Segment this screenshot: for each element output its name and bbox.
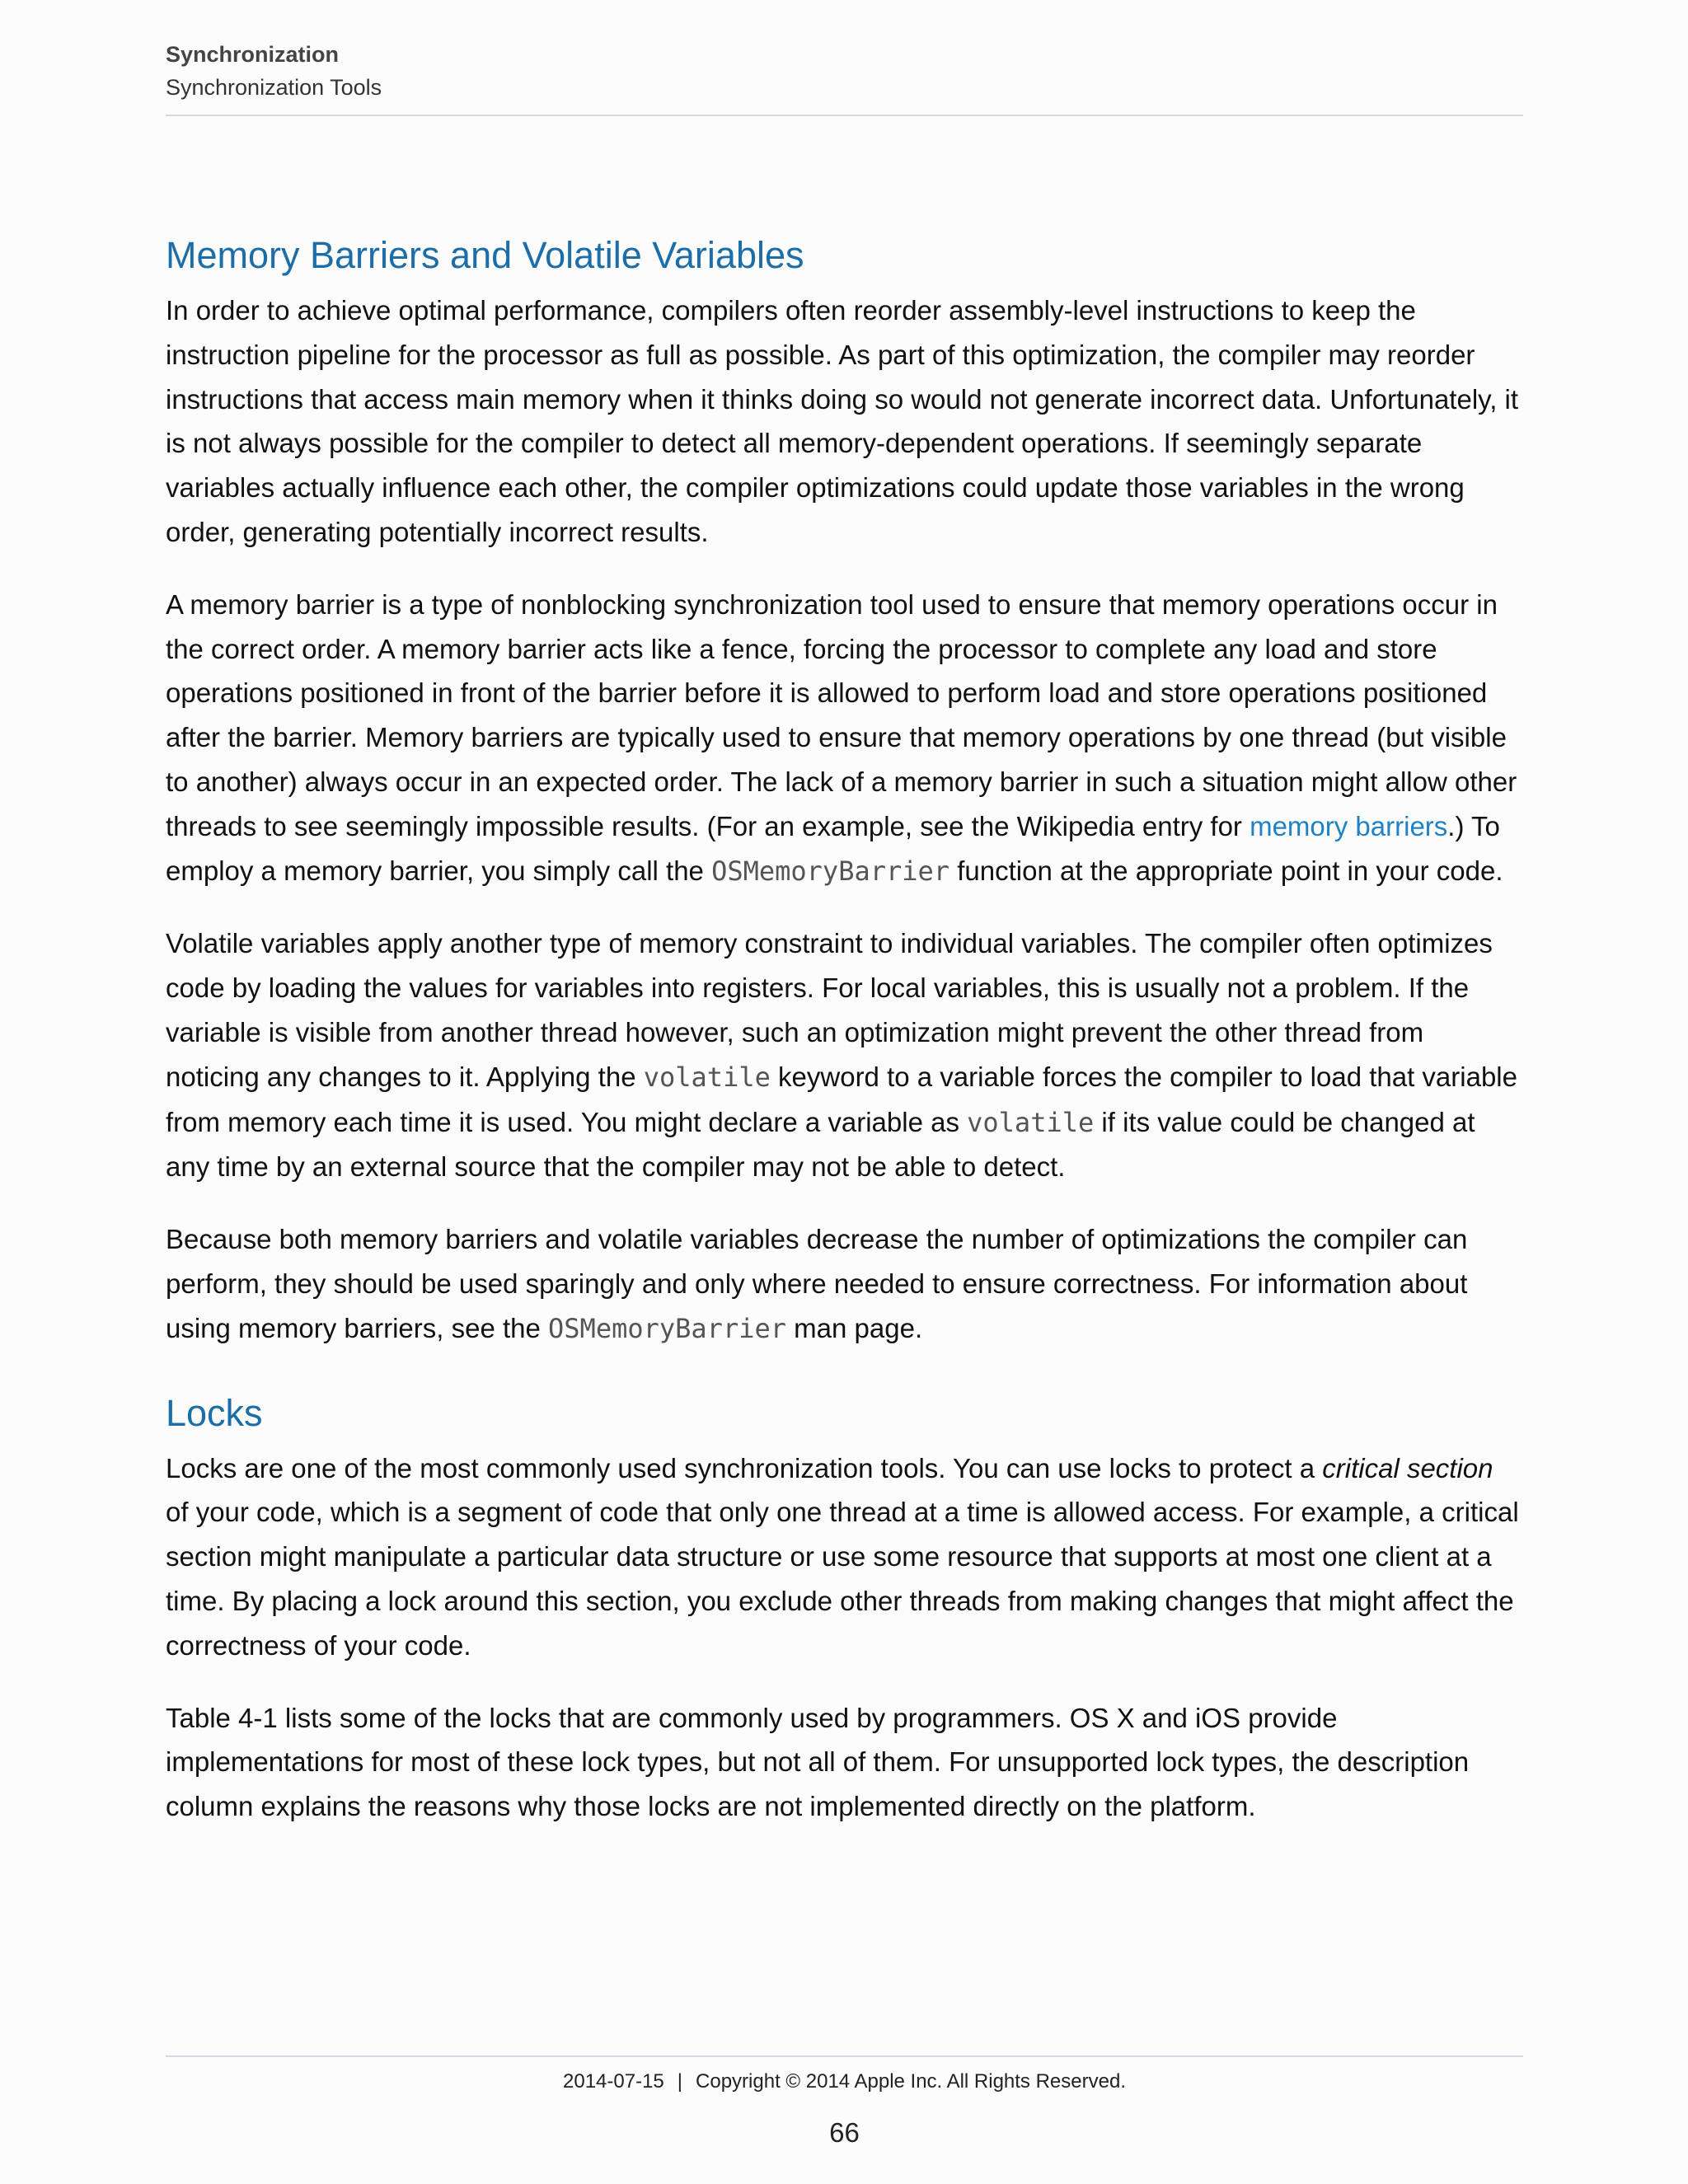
main-content bbox=[166, 223, 1523, 1857]
paragraph-memory-1: In order to achieve optimal performance, compilers often reorder assembly-level instructions to keep the instruction pipeline for the processor as full as possible. As part of this optimization, the compiler may reorder instructions that access main memory when it thinks doing so would not generate incorrect data. Unfortunately, it is not always possible for the compiler to detect all memory-dependent operations. If seemingly separate variables actually influence each other, the compiler optimizations could update those variables in the wrong order, generating potentially incorrect results. bbox=[166, 295, 1519, 547]
section-heading-locks: Locks bbox=[166, 1391, 263, 1434]
code-osmemorybarrier: OSMemoryBarrier bbox=[548, 1312, 786, 1344]
paragraph-locks-1 bbox=[166, 1446, 1523, 1668]
header-chapter-title: Synchronization bbox=[166, 42, 340, 67]
page-number: 66 bbox=[829, 2117, 860, 2148]
footer-date: 2014-07-15 bbox=[563, 2070, 664, 2093]
memory-barriers-link[interactable]: memory barriers bbox=[1250, 810, 1448, 841]
header-section-title: Synchronization Tools bbox=[166, 75, 382, 100]
text-run: man page. bbox=[786, 1312, 923, 1343]
text-run: keyword to a variable forces the compiler to load that variable from memory each time it is used. You might declare a variable as bbox=[166, 1061, 1517, 1137]
emphasis-critical-section: critical section bbox=[1322, 1452, 1493, 1483]
code-volatile: volatile bbox=[967, 1106, 1095, 1138]
paragraph-locks-2: Table 4-1 lists some of the locks that are commonly used by programmers. OS X and iOS provide implementations for most of these lock types, but not all of them. For unsupported lock types, the description column explains the reasons why those locks are not implemented directly on the platform. bbox=[166, 1702, 1470, 1822]
paragraph-memory-2 bbox=[166, 583, 1523, 894]
code-osmemorybarrier: OSMemoryBarrier bbox=[711, 855, 950, 887]
header-divider bbox=[166, 115, 1523, 116]
footer-divider bbox=[166, 2055, 1523, 2057]
section-heading-memory-barriers: Memory Barriers and Volatile Variables bbox=[166, 234, 804, 276]
text-run: function at the appropriate point in your code. bbox=[950, 855, 1503, 886]
running-header bbox=[166, 38, 1523, 104]
footer bbox=[166, 2067, 1523, 2097]
footer-separator: | bbox=[677, 2070, 683, 2093]
text-run: .) To employ a memory barrier, you simply call the bbox=[166, 810, 1500, 886]
text-run: of your code, which is a segment of code that only one thread at a time is allowed access. For example, a critical section might manipulate a particular data structure or use some resource that supports at most one client at a time. By placing a lock around this section, you exclude other threads from making changes that might affect the correctness of your code. bbox=[166, 1497, 1519, 1661]
text-run: A memory barrier is a type of nonblocking synchronization tool used to ensure that memory operations occur in the correct order. A memory barrier acts like a fence, forcing the processor to complete any load and store operations positioned in front of the barrier before it is allowed to perform load and store operations positioned after the barrier. Memory barriers are typically used to ensure that memory operations by one thread (but visible to another) always occur in an expected order. The lack of a memory barrier in such a situation might allow other threads to see seemingly impossible results. (For an example, see the Wikipedia entry for bbox=[166, 588, 1517, 841]
paragraph-memory-4 bbox=[166, 1217, 1523, 1351]
paragraph-memory-3 bbox=[166, 921, 1523, 1189]
text-run: Because both memory barriers and volatile variables decrease the number of optimizations the compiler can perform, they should be used sparingly and only where needed to ensure correctness. For information about using memory barriers, see the bbox=[166, 1224, 1468, 1343]
text-run: Locks are one of the most commonly used synchronization tools. You can use locks to protect a bbox=[166, 1452, 1323, 1483]
text-run: if its value could be changed at any time by an external source that the compiler may not be able to detect. bbox=[166, 1106, 1475, 1183]
text-run: Volatile variables apply another type of memory constraint to individual variables. The compiler often optimizes code by loading the values for variables into registers. For local variables, this is usually not a problem. If the variable is visible from another thread however, such an optimization might prevent the other thread from noticing any changes to it. Applying the bbox=[166, 928, 1493, 1092]
footer-copyright: Copyright © 2014 Apple Inc. All Rights Reserved. bbox=[696, 2070, 1126, 2093]
code-volatile: volatile bbox=[643, 1061, 771, 1093]
